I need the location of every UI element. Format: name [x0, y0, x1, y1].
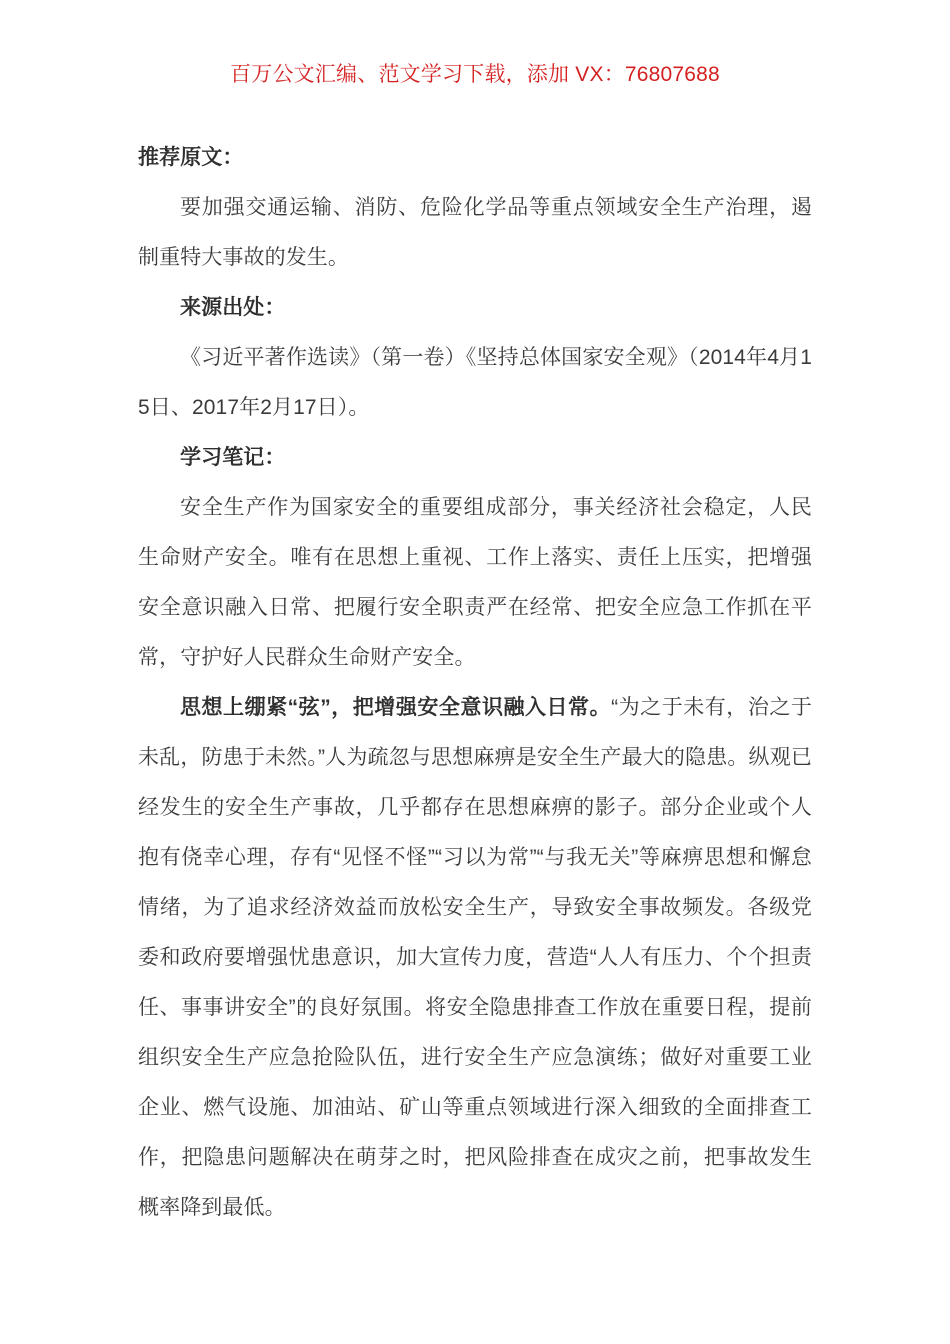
- section-label-recommended-original: 推荐原文：: [138, 146, 244, 169]
- study-notes-paragraph-2-body: “为之于未有，治之于未乱，防患于未然。”人为疏忽与思想麻痹是安全生产最大的隐患。纵观已经发生的安全生产事故，几乎都存在思想麻痹的影子。部分企业或个人抱有侥幸心理，存有“见怪不怪”“习以为常”“与我无关”等麻痹思想和懈怠情绪，为了追求经济效益而放松安全生产，导致安全事故频发。各级党委和政府要增强忧患意识，加大宣传力度，营造“人人有压力、个个担责任、事事讲安全”的良好氛围。将安全隐患排查工作放在重要日程，提前组织安全生产应急抢险队伍，进行安全生产应急演练；做好对重要工业企业、燃气设施、加油站、矿山等重点领域进行深入细致的全面排查工作，把隐患问题解决在萌芽之时，把风险排查在成灾之前，把事故发生概率降到最低。: [138, 696, 812, 1219]
- section-label-source-citation: 来源出处：: [180, 296, 286, 319]
- source-citation-paragraph: 《习近平著作选读》（第一卷）《坚持总体国家安全观》（2014年4月15日、2017年2月17日）。: [138, 346, 812, 419]
- study-notes-paragraph-1: 安全生产作为国家安全的重要组成部分，事关经济社会稳定，人民生命财产安全。唯有在思想上重视、工作上落实、责任上压实，把增强安全意识融入日常、把履行安全职责严在经常、把安全应急工作抓在平常，守护好人民群众生命财产安全。: [138, 496, 812, 669]
- study-notes-paragraph-2: [138, 683, 812, 1233]
- recommended-original-paragraph: 要加强交通运输、消防、危险化学品等重点领域安全生产治理，遏制重特大事故的发生。: [138, 196, 812, 269]
- section-label-study-notes: 学习笔记：: [180, 446, 286, 469]
- study-notes-paragraph-2-lead: 思想上绷紧“弦”，把增强安全意识融入日常。: [180, 696, 612, 719]
- promo-header-text: 百万公文汇编、范文学习下载，添加 VX：76807688: [230, 63, 720, 86]
- document-body: [138, 133, 812, 1233]
